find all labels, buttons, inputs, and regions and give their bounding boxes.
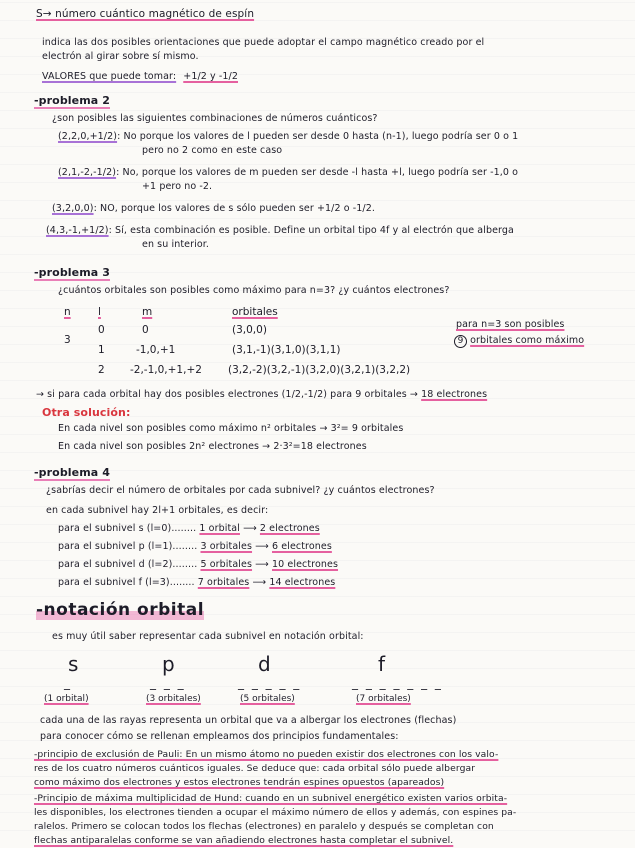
pauli-line-2: res de los cuatro números cuánticos iguales. Se deduce que: cada orbital sólo puede albergar [34, 763, 476, 774]
letter-p: p [162, 652, 175, 676]
combo-4-cont: en su interior. [142, 239, 210, 250]
letter-s: s [68, 652, 79, 676]
caption-d: (5 orbitales) [240, 694, 295, 704]
col-header-n: n [64, 306, 71, 318]
problem-2-title: -problema 2 [34, 94, 110, 107]
notation-intro: es muy útil saber representar cada subnivel en notación orbital: [52, 631, 364, 642]
combo-2-cont: +1 pero no -2. [142, 181, 213, 192]
values-label: VALORES que puede tomar: [42, 71, 177, 82]
col-header-orbitales: orbitales [232, 306, 278, 318]
problem-4-line2: en cada subnivel hay 2l+1 orbitales, es decir: [46, 505, 269, 516]
row-2-orb: (3,2,-2)(3,2,-1)(3,2,0)(3,2,1)(3,2,2) [228, 364, 411, 376]
other-solution-2: En cada nivel son posibles 2n² electrones → 2·3²=18 electrones [58, 441, 367, 452]
hund-line-4: flechas antiparalelas conforme se van añadiendo electrones hasta completar el subnivel. [34, 835, 454, 846]
other-solution-title: Otra solución: [42, 406, 131, 419]
caption-f: (7 orbitales) [356, 694, 411, 704]
caption-p: (3 orbitales) [146, 694, 201, 704]
letter-f: f [378, 652, 386, 676]
problem-2-prompt: ¿son posibles las siguientes combinaciones de números cuánticos? [52, 113, 378, 124]
side-note-1: para n=3 son posibles [456, 319, 565, 330]
pauli-line-3: como máximo dos electrones y estos electrones tendrán espines opuestos (apareados) [34, 777, 445, 788]
orbital-dashes-s: _ [64, 676, 72, 690]
problem-4-prompt: ¿sabrías decir el número de orbitales por cada subnivel? ¿y cuántos electrones? [46, 485, 435, 496]
hund-line-1: -Principio de máxima multiplicidad de Hund: cuando en un subnivel energético existen varios orbita- [34, 793, 508, 804]
combo-4: (4,3,-1,+1/2): Sí, esta combinación es posible. Define un orbital tipo 4f y al electrón que alberga [46, 225, 514, 236]
letter-d: d [258, 652, 271, 676]
values-text: +1/2 y -1/2 [183, 71, 238, 82]
subnivel-row-f: para el subnivel f (l=3)........ 7 orbitales ⟶ 14 electrones [58, 577, 336, 588]
col-header-m: m [142, 306, 153, 318]
row-2-m: -2,-1,0,+1,+2 [130, 364, 202, 376]
problem-3-title: -problema 3 [34, 266, 110, 279]
notation-title: -notación orbital [36, 600, 205, 620]
combo-2: (2,1,-2,-1/2): No, porque los valores de m pueden ser desde -l hasta +l, luego podría ser -1,0 o [58, 167, 519, 178]
hund-line-2: les disponibles, los electrones tienden a ocupar el máximo número de ellos y además, con espines pa- [34, 807, 517, 818]
conclusion-line: → si para cada orbital hay dos posibles electrones (1/2,-1/2) para 9 orbitales → 18 electrones [36, 389, 488, 400]
header-line [36, 8, 254, 21]
orbital-dashes-f: _ _ _ _ _ _ _ [352, 676, 443, 690]
subnivel-row-s: para el subnivel s (l=0)........ 1 orbital ⟶ 2 electrones [58, 523, 320, 534]
subnivel-row-d: para el subnivel d (l=2)........ 5 orbitales ⟶ 10 electrones [58, 559, 339, 570]
subnivel-row-p: para el subnivel p (l=1)........ 3 orbitales ⟶ 6 electrones [58, 541, 332, 552]
notation-line-2: para conocer cómo se rellenan empleamos dos principios fundamentales: [40, 731, 399, 742]
row-0-l: 0 [98, 324, 105, 336]
orbital-dashes-d: _ _ _ _ _ [238, 676, 302, 690]
row-1-l: 1 [98, 344, 105, 356]
notation-line-1: cada una de las rayas representa un orbital que va a albergar los electrones (flechas) [40, 715, 457, 726]
row-0-m: 0 [142, 324, 149, 336]
orbital-dashes-p: _ _ _ [150, 676, 186, 690]
caption-s: (1 orbital) [44, 694, 89, 704]
col-header-l: l [98, 306, 101, 318]
hund-line-3: ralelos. Primero se colocan todos los flechas (electrones) en paralelo y después se completan con [34, 821, 494, 832]
other-solution-1: En cada nivel son posibles como máximo n² orbitales → 3²= 9 orbitales [58, 423, 404, 434]
n-value: 3 [64, 334, 71, 346]
circled-nine: 9 [454, 335, 467, 348]
spin-header: S→ número cuántico magnético de espín [36, 8, 255, 20]
problem-4-title: -problema 4 [34, 466, 110, 479]
conclusion-result: 18 electrones [421, 389, 488, 400]
side-note-2: 9 orbitales como máximo [454, 334, 584, 348]
pauli-line-1: -principio de exclusión de Pauli: En un mismo átomo no pueden existir dos electrones con los valo- [34, 749, 499, 760]
intro-line-1: indica las dos posibles orientaciones que puede adoptar el campo magnético creado por el [42, 37, 485, 48]
values-line [42, 70, 238, 83]
row-1-orb: (3,1,-1)(3,1,0)(3,1,1) [232, 344, 341, 356]
row-2-l: 2 [98, 364, 105, 376]
row-1-m: -1,0,+1 [136, 344, 176, 356]
intro-line-2: electrón al girar sobre sí mismo. [42, 51, 199, 62]
combo-1-cont: pero no 2 como en este caso [142, 145, 283, 156]
combo-1: (2,2,0,+1/2): No porque los valores de l pueden ser desde 0 hasta (n-1), luego podría ser 0 o 1 [58, 131, 519, 142]
combo-3: (3,2,0,0): NO, porque los valores de s sólo pueden ser +1/2 o -1/2. [52, 203, 375, 214]
row-0-orb: (3,0,0) [232, 324, 267, 336]
problem-3-prompt: ¿cuántos orbitales son posibles como máximo para n=3? ¿y cuántos electrones? [58, 285, 450, 296]
